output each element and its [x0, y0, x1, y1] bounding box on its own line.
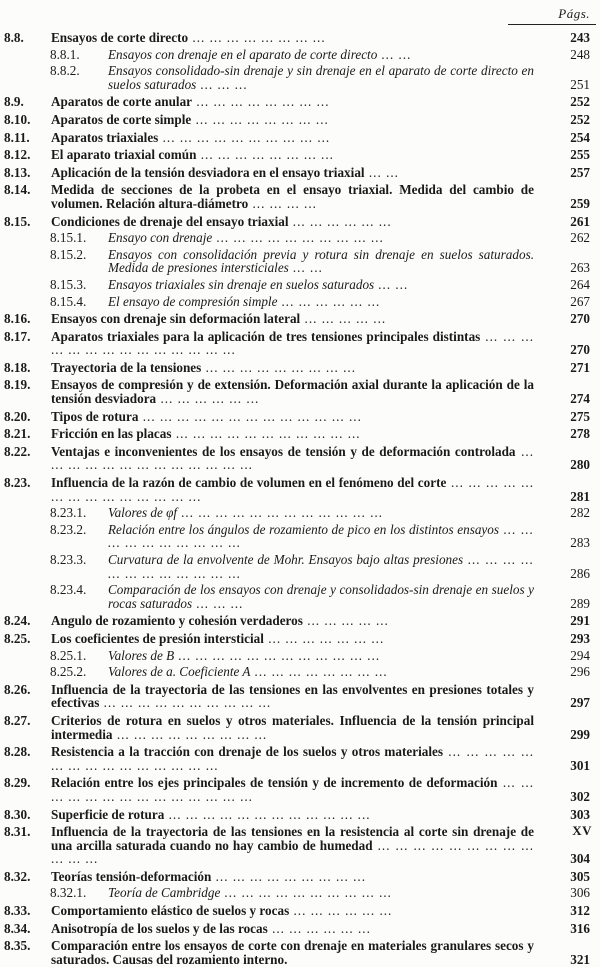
- toc-entry: [0, 378, 600, 405]
- toc-entry: [0, 427, 600, 441]
- toc-entry-page: 304: [570, 851, 590, 867]
- toc-entry-number: 8.9.: [4, 94, 24, 110]
- toc-entry-page: 283: [570, 535, 590, 551]
- toc-entry-page: 289: [570, 595, 590, 611]
- toc-entry-body: [108, 649, 534, 663]
- toc-entry: [0, 886, 600, 900]
- toc-entry-number: 8.17.: [4, 328, 31, 344]
- toc-leader-dots: ... ...: [288, 260, 324, 276]
- toc-leader-dots: ... ... ...: [196, 76, 248, 92]
- toc-entry-body: [51, 714, 534, 741]
- toc-entry-number: 8.18.: [4, 359, 31, 375]
- toc-entry: [0, 776, 600, 803]
- toc-entry-number: 8.35.: [4, 938, 31, 954]
- toc-leader-dots: ... ... ... ... ... ... ... ... ... ...: [99, 695, 272, 711]
- toc-leader-dots: ... ... ... ... ... ... ... ...: [196, 147, 334, 163]
- toc-entry: [0, 148, 600, 162]
- toc-entry-number: 8.29.: [4, 775, 31, 791]
- toc-entry-body: [108, 48, 534, 62]
- toc-entry-title: Ventajas e inconvenientes de los ensayos de tensión y de deformación controlada: [51, 443, 516, 459]
- toc-leader-dots: ... ... ... ... ... ...: [156, 391, 260, 407]
- toc-entry-title: Criterios de rotura en suelos y otros materiales. Influencia de la tensión principal intermedia: [51, 712, 534, 742]
- toc-entry-title: Ensayos consolidado-sin drenaje y sin drenaje en el aparato de corte directo en suelos saturados: [108, 63, 534, 92]
- toc-entry-page: 305: [570, 868, 590, 884]
- toc-leader-dots: ... ... ... ... ... ...: [288, 213, 392, 229]
- toc-entry: [0, 870, 600, 884]
- toc-entry-page: 261: [570, 213, 590, 229]
- toc-entry-page: 275: [570, 408, 590, 424]
- toc-leader-dots: ... ... ... ... ... ... ...: [263, 630, 385, 646]
- toc-entry-title: Trayectoria de la tensiones: [51, 359, 202, 375]
- toc-entry-body: [51, 683, 534, 710]
- toc-entry-number: 8.15.: [4, 213, 31, 229]
- toc-entry-page: 278: [570, 426, 590, 442]
- toc-entry-body: [51, 312, 534, 326]
- toc-entry-body: [51, 166, 534, 180]
- toc-leader-dots: ... ... ...: [192, 595, 244, 611]
- toc-entry-title: Ensayos de compresión y de extensión. Deformación axial durante la aplicación de la tensión desviadora: [51, 377, 534, 407]
- toc-entry-page: 251: [570, 76, 590, 92]
- toc-entry-body: [51, 215, 534, 229]
- toc-leader-dots: ... ... ... ...: [248, 195, 317, 211]
- toc-entry-page: 291: [570, 613, 590, 629]
- toc-entry-page: 271: [570, 359, 590, 375]
- pages-column-label: Págs.: [558, 6, 590, 21]
- toc-entry: [0, 248, 600, 275]
- toc-entry-page: 306: [570, 885, 590, 901]
- toc-entry: [0, 312, 600, 326]
- toc-entry: [0, 95, 600, 109]
- toc-leader-dots: ... ... ... ... ... ... ... ... ... ...: [158, 129, 331, 145]
- toc-entry-number: 8.20.: [4, 408, 31, 424]
- toc-entry-number: 8.32.1.: [50, 885, 87, 901]
- toc-entry-body: [51, 95, 534, 109]
- toc-entry-title: Los coeficientes de presión intersticial: [51, 630, 264, 646]
- toc-entry-number: 8.15.1.: [50, 230, 87, 246]
- toc-entry: [0, 476, 600, 503]
- toc-entry-page: 316: [570, 920, 590, 936]
- toc-entry-page: 294: [570, 647, 590, 663]
- toc-entry-number: 8.19.: [4, 377, 31, 393]
- toc-entry-number: 8.8.1.: [50, 46, 80, 62]
- toc-entry-title: Ensayos triaxiales sin drenaje en suelos saturados: [108, 276, 375, 292]
- toc-entry-body: [51, 330, 534, 357]
- toc-entry-page: 262: [570, 230, 590, 246]
- toc-leader-dots: ... ... ... ... ... ... ... ... ... ... ... ... ... ... ...: [51, 744, 535, 773]
- toc-entry-title: Valores de a. Coeficiente A: [108, 664, 251, 680]
- toc-entry-page: 282: [570, 505, 590, 521]
- toc-entry-number: 8.11.: [4, 129, 30, 145]
- toc-entry-page: 252: [570, 111, 590, 127]
- toc-entry-page: 270: [570, 311, 590, 327]
- toc-entry-number: 8.8.: [4, 30, 24, 45]
- toc-leader-dots: ... ... ... ... ... ... ... ... ... ... ... ... ...: [138, 408, 362, 424]
- toc-entry-page: 270: [570, 342, 590, 358]
- toc-leader-dots: ... ... ... ... ... ...: [277, 293, 381, 309]
- toc-entry-number: 8.24.: [4, 613, 31, 629]
- toc-entry-number: 8.31.: [4, 824, 31, 840]
- toc-leader-dots: ... ... ... ... ... ... ... ... ... ... ... ... ...: [51, 443, 535, 473]
- toc-leader-dots: ... ... ... ... ... ...: [267, 920, 371, 936]
- table-of-contents: [0, 27, 600, 966]
- toc-leader-dots: ... ... ... ... ... ... ... ... ... ... ... ... ... ...: [51, 475, 534, 504]
- toc-entry-body: [51, 378, 534, 405]
- toc-entry-title: Aparatos triaxiales: [51, 129, 159, 145]
- toc-leader-dots: ... ...: [377, 46, 412, 62]
- toc-entry-number: 8.15.2.: [50, 246, 87, 262]
- toc-entry-page: 255: [570, 147, 590, 163]
- toc-leader-dots: ... ... ... ... ...: [302, 613, 389, 629]
- toc-entry-title: Teorías tensión-deformación: [51, 868, 212, 884]
- toc-entry-title: Ensayos de corte directo: [51, 30, 189, 45]
- toc-entry-page: 293: [570, 630, 590, 646]
- toc-leader-dots: ... ... ... ... ... ... ... ...: [192, 94, 330, 110]
- toc-entry: [0, 922, 600, 936]
- toc-entry-page: 263: [570, 260, 590, 276]
- toc-entry-title: Ensayo con drenaje: [108, 230, 213, 246]
- toc-entry-page: 259: [570, 195, 590, 211]
- toc-entry-page: 248: [570, 46, 590, 62]
- toc-entry: [0, 614, 600, 628]
- toc-entry-title: Aparatos triaxiales para la aplicación de tres tensiones principales distintas: [51, 328, 481, 344]
- toc-entry: [0, 523, 600, 550]
- toc-entry-title: Fricción en las placas: [51, 426, 172, 442]
- toc-entry: [0, 583, 600, 610]
- toc-entry-body: [108, 278, 534, 292]
- toc-entry-number: 8.33.: [4, 903, 31, 919]
- header-rule: [508, 24, 596, 25]
- toc-leader-dots: ... ... ... ... ... ... ... ...: [250, 664, 388, 680]
- toc-entry-title: Relación entre los ángulos de rozamiento de pico en los distintos ensayos: [108, 521, 500, 537]
- toc-entry-body: [51, 445, 534, 472]
- toc-entry: [0, 113, 600, 127]
- toc-leader-dots: ... ...: [364, 164, 399, 180]
- toc-entry-body: [51, 476, 534, 503]
- toc-leader-dots: ... ... ... ... ... ... ... ...: [188, 30, 326, 45]
- toc-entry-body: [51, 183, 534, 210]
- toc-entry-number: 8.15.3.: [50, 276, 87, 292]
- toc-entry-number: 8.8.2.: [50, 63, 80, 79]
- toc-leader-dots: ... ... ... ... ... ... ... ... ... ... ... ... ... ...: [51, 775, 535, 804]
- toc-entry-body: [108, 553, 534, 580]
- toc-entry-number: 8.23.2.: [50, 521, 87, 537]
- toc-entry-title: Relación entre los ejes principales de tensión y de incremento de deformación: [51, 775, 498, 791]
- toc-entry-number: 8.28.: [4, 744, 31, 760]
- toc-entry-body: [108, 506, 534, 520]
- toc-leader-dots: ... ...: [374, 276, 409, 292]
- toc-entry-number: 8.12.: [4, 147, 31, 163]
- toc-entry-number: 8.25.: [4, 630, 31, 646]
- toc-entry-title: Medida de secciones de la probeta en el ensayo triaxial. Medida del cambio de volumen. Relación altura-diámetro: [51, 182, 534, 211]
- toc-entry-page: 299: [570, 726, 590, 742]
- toc-entry-body: [108, 886, 534, 900]
- toc-entry-number: 8.23.3.: [50, 552, 87, 567]
- toc-entry-page: 296: [570, 664, 590, 680]
- toc-entry: [0, 48, 600, 62]
- toc-leader-dots: ... ... ... ... ... ... ... ... ... ... ...: [171, 426, 361, 442]
- toc-entry-body: [108, 665, 534, 679]
- toc-entry-body: [51, 632, 534, 646]
- toc-entry-title: Valores de φf: [108, 505, 178, 521]
- toc-entry-body: [51, 870, 534, 884]
- toc-entry-title: Influencia de la trayectoria de las tensiones en la resistencia al corte sin drenaje de una arcilla saturada cuando no hay cambio de humedad: [51, 824, 534, 853]
- toc-entry: [0, 714, 600, 741]
- toc-entry-number: 8.13.: [4, 164, 31, 180]
- toc-entry-body: [108, 523, 534, 550]
- toc-entry: [0, 131, 600, 145]
- toc-entry-title: Aparatos de corte anular: [51, 94, 193, 110]
- toc-entry-body: [108, 248, 534, 275]
- toc-entry-number: 8.16.: [4, 311, 31, 327]
- toc-entry-number: 8.34.: [4, 920, 31, 936]
- toc-entry: [0, 825, 600, 866]
- toc-entry-title: Teoría de Cambridge: [108, 885, 221, 901]
- toc-entry-page: 264: [570, 276, 590, 292]
- toc-entry: [0, 31, 600, 45]
- toc-leader-dots: ... ... ... ... ... ... ... ... ...: [211, 868, 367, 884]
- toc-entry-title: Aplicación de la tensión desviadora en el ensayo triaxial: [51, 164, 365, 180]
- toc-entry-page: 321: [570, 951, 590, 967]
- toc-entry-number: 8.15.4.: [50, 293, 87, 309]
- toc-entry: [0, 183, 600, 210]
- toc-entry: [0, 649, 600, 663]
- toc-entry-page: 252: [570, 94, 590, 110]
- toc-entry-number: 8.30.: [4, 806, 31, 822]
- toc-entry-body: [51, 113, 534, 127]
- toc-entry-number: 8.23.1.: [50, 505, 87, 521]
- toc-entry-body: [108, 231, 534, 245]
- toc-entry-title: Curvatura de la envolvente de Mohr. Ensayos bajo altas presiones: [108, 552, 464, 567]
- toc-leader-dots: ... ... ... ... ... ... ... ... ... ... ... ...: [177, 505, 384, 521]
- toc-entry-page: 254: [570, 129, 590, 145]
- toc-entry-title: Tipos de rotura: [51, 408, 139, 424]
- toc-entry-title: El aparato triaxial común: [51, 147, 197, 163]
- toc-entry-number: 8.21.: [4, 426, 31, 442]
- toc-entry-title: Valores de B: [108, 647, 175, 663]
- toc-entry: [0, 506, 600, 520]
- toc-leader-dots: ... ... ... ... ... ... ... ...: [191, 111, 329, 127]
- folio-numeral: XV: [572, 823, 592, 838]
- toc-entry-title: Anisotropía de los suelos y de las rocas: [51, 920, 268, 936]
- toc-entry-body: [51, 410, 534, 424]
- toc-entry-body: [51, 922, 534, 936]
- toc-entry-page: 286: [570, 565, 590, 581]
- toc-entry-page: 312: [570, 903, 590, 919]
- toc-entry-number: 8.23.4.: [50, 582, 87, 598]
- toc-leader-dots: ... ... ... ... ... ... ... ... ... ... ... ... ... ...: [51, 328, 535, 358]
- toc-entry-page: 303: [570, 806, 590, 822]
- toc-entry-title: Ensayos con drenaje en el aparato de corte directo: [108, 46, 378, 62]
- toc-entry-number: 8.25.2.: [50, 664, 87, 680]
- toc-entry-body: [108, 295, 534, 309]
- toc-entry-body: [51, 31, 534, 45]
- toc-entry-page: 274: [570, 391, 590, 407]
- toc-entry-page: 257: [570, 164, 590, 180]
- toc-entry-body: [108, 583, 534, 610]
- toc-entry-title: Comparación de los ensayos con drenaje y consolidados-sin drenaje en suelos y rocas saturados: [108, 582, 534, 611]
- toc-entry: [0, 683, 600, 710]
- toc-leader-dots: ... ... ... ... ... ... ... ... ...: [201, 359, 356, 375]
- toc-entry-title: Comportamiento elástico de suelos y rocas: [51, 903, 290, 919]
- toc-entry: [0, 808, 600, 822]
- toc-entry: [0, 632, 600, 646]
- toc-entry-body: [51, 825, 534, 866]
- toc-entry-page: 280: [570, 457, 590, 473]
- toc-entry-page: 302: [570, 788, 590, 804]
- toc-entry: [0, 445, 600, 472]
- toc-leader-dots: ... ... ... ... ... ... ... ... ... ... ... ...: [164, 806, 371, 822]
- toc-entry-number: 8.10.: [4, 111, 31, 127]
- toc-leader-dots: ... ... ... ... ... ... ... ... ... ...: [212, 230, 385, 246]
- toc-entry-body: [51, 131, 534, 145]
- toc-entry: [0, 939, 600, 966]
- toc-entry-body: [51, 776, 534, 803]
- toc-leader-dots: ... ... ... ... ... ... ... ... ... ... ... ...: [108, 552, 534, 581]
- toc-entry: [0, 553, 600, 580]
- toc-entry-title: Ensayos con drenaje sin deformación lateral: [51, 311, 301, 327]
- toc-entry-body: [51, 361, 534, 375]
- toc-entry: [0, 64, 600, 91]
- toc-entry-number: 8.26.: [4, 681, 31, 697]
- toc-entry-title: Superficie de rotura: [51, 806, 165, 822]
- toc-entry: [0, 330, 600, 357]
- toc-entry: [0, 215, 600, 229]
- toc-entry-title: Aparatos de corte simple: [51, 111, 192, 127]
- toc-entry-title: Influencia de la trayectoria de las tensiones en las envolventes en presiones totales y efectivas: [51, 681, 534, 711]
- toc-entry-number: 8.14.: [4, 182, 31, 198]
- toc-entry: [0, 410, 600, 424]
- toc-entry: [0, 745, 600, 772]
- toc-leader-dots: ... ... ... ... ... ... ... ... ... ... ... ...: [51, 837, 534, 867]
- toc-entry-title: Angulo de rozamiento y cohesión verdaderos: [51, 613, 303, 629]
- toc-entry-page: 267: [570, 293, 590, 309]
- toc-entry: [0, 278, 600, 292]
- toc-leader-dots: ... ... ... ... ... ... ... ... ...: [112, 726, 268, 742]
- toc-entry-page: 301: [570, 757, 590, 773]
- toc-entry-body: [51, 939, 534, 966]
- toc-entry-number: 8.32.: [4, 868, 31, 884]
- toc-entry-body: [51, 148, 534, 162]
- toc-entry-body: [51, 614, 534, 628]
- toc-entry-page: 297: [570, 695, 590, 711]
- toc-leader-dots: ... ... ... ... ... ... ... ... ... ...: [108, 521, 535, 551]
- toc-entry-title: Resistencia a la tracción con drenaje de los suelos y otros materiales: [51, 744, 443, 760]
- toc-entry-title: Influencia de la razón de cambio de volumen en el fenómeno del corte: [51, 475, 447, 491]
- toc-entry: [0, 295, 600, 309]
- toc-entry: [0, 665, 600, 679]
- toc-entry-body: [51, 745, 534, 772]
- toc-entry: [0, 904, 600, 918]
- toc-entry-title: Comparación entre los ensayos de corte con drenaje en materiales granulares secos y saturados. Causas del rozamiento interno.: [51, 938, 534, 967]
- toc-entry: [0, 231, 600, 245]
- toc-entry-body: [51, 904, 534, 918]
- toc-entry-title: El ensayo de compresión simple: [108, 293, 278, 309]
- toc-leader-dots: ... ... ... ... ...: [300, 311, 387, 327]
- toc-entry-number: 8.23.: [4, 475, 31, 491]
- toc-entry-body: [51, 427, 534, 441]
- toc-entry-number: 8.22.: [4, 443, 31, 459]
- toc-entry-title: Ensayos con consolidación previa y rotura sin drenaje en suelos saturados. Medida de presiones intersticiales: [108, 246, 534, 276]
- toc-entry-body: [51, 808, 534, 822]
- toc-entry-page: 243: [570, 30, 590, 45]
- toc-entry-page: 281: [570, 488, 590, 504]
- page-header: [0, 6, 600, 26]
- toc-leader-dots: ... ... ... ... ... ...: [289, 903, 393, 919]
- toc-entry-body: [108, 64, 534, 91]
- toc-entry-title: Condiciones de drenaje del ensayo triaxial: [51, 213, 289, 229]
- toc-entry-number: 8.25.1.: [50, 647, 87, 663]
- toc-entry: [0, 166, 600, 180]
- toc-entry-number: 8.27.: [4, 712, 31, 728]
- toc-leader-dots: ... ... ... ... ... ... ... ... ... ...: [220, 885, 393, 901]
- toc-entry: [0, 361, 600, 375]
- toc-leader-dots: ... ... ... ... ... ... ... ... ... ... ... ...: [174, 647, 381, 663]
